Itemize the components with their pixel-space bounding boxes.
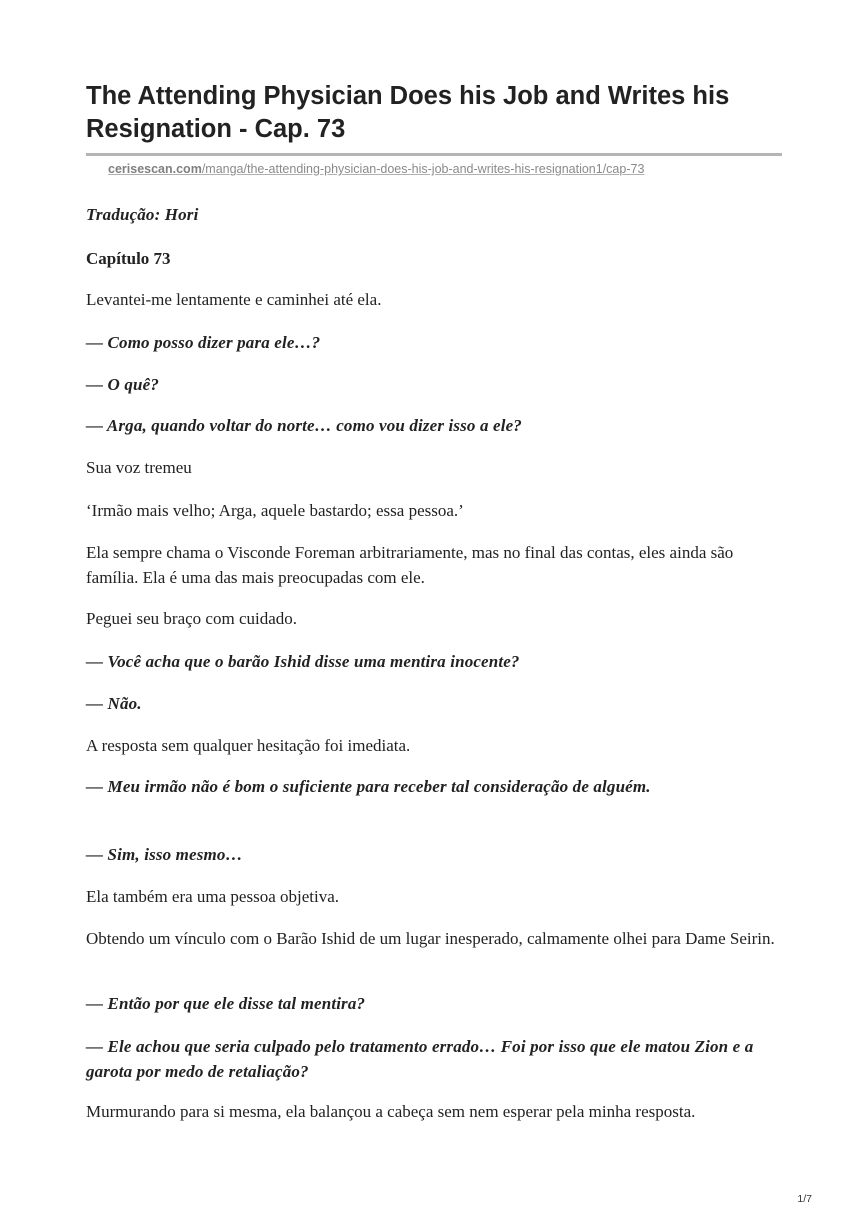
- dialogue-line: — Como posso dizer para ele…?: [86, 333, 321, 352]
- narration-paragraph: Peguei seu braço com cuidado.: [86, 609, 298, 628]
- narration-paragraph: Sua voz tremeu: [86, 458, 192, 477]
- chapter-heading: Capítulo 73: [86, 249, 171, 268]
- title-divider: [86, 153, 782, 156]
- narration-paragraph: Ela sempre chama o Visconde Foreman arbitrariamente, mas no final das contas, eles ainda são família. Ela é uma das mais preocupadas com ele.: [86, 543, 734, 587]
- narration-paragraph: ‘Irmão mais velho; Arga, aquele bastardo; essa pessoa.’: [86, 501, 464, 520]
- narration-paragraph: Levantei-me lentamente e caminhei até ela.: [86, 290, 382, 309]
- narration-paragraph: Ela também era uma pessoa objetiva.: [86, 887, 340, 906]
- source-path: /manga/the-attending-physician-does-his-job-and-writes-his-resignation1/cap-73: [201, 162, 645, 176]
- dialogue-line: — Não.: [86, 694, 142, 713]
- page-number: 1/7: [797, 1193, 812, 1205]
- page-title: The Attending Physician Does his Job and Writes his Resignation - Cap. 73: [86, 82, 730, 143]
- narration-paragraph: A resposta sem qualquer hesitação foi imediata.: [86, 736, 411, 755]
- source-url-link[interactable]: [108, 161, 644, 177]
- narration-paragraph: Obtendo um vínculo com o Barão Ishid de um lugar inesperado, calmamente olhei para Dame Seirin.: [86, 929, 775, 948]
- dialogue-line: — Ele achou que seria culpado pelo tratamento errado… Foi por isso que ele matou Zion e a garota por medo de retaliação?: [86, 1037, 754, 1081]
- dialogue-line: — Então por que ele disse tal mentira?: [86, 994, 366, 1013]
- dialogue-line: — Você acha que o barão Ishid disse uma mentira inocente?: [86, 652, 520, 671]
- dialogue-line: — O quê?: [86, 375, 159, 394]
- source-domain: cerisescan.com: [108, 162, 202, 176]
- dialogue-line: — Arga, quando voltar do norte… como vou dizer isso a ele?: [86, 416, 522, 435]
- dialogue-line: — Meu irmão não é bom o suficiente para receber tal consideração de alguém.: [86, 777, 651, 796]
- translator-credit: Tradução: Hori: [86, 205, 199, 224]
- dialogue-line: — Sim, isso mesmo…: [86, 845, 243, 864]
- narration-paragraph: Murmurando para si mesma, ela balançou a cabeça sem nem esperar pela minha resposta.: [86, 1102, 696, 1121]
